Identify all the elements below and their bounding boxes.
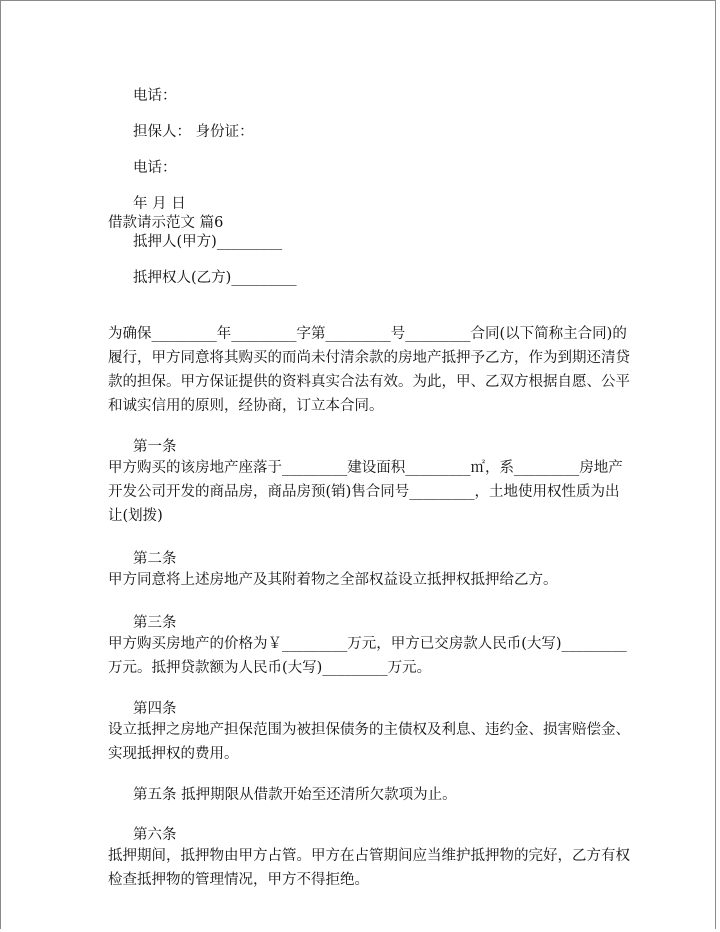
phone-label-2: 电话： (133, 160, 177, 176)
intro-line-3: 款的担保。甲方保证提供的资料真实合法有效。为此，甲、乙双方根据自愿、公平 (108, 374, 630, 390)
article-1-line-1: 甲方购买的该房地产座落于_________建设面积_________㎡，系_________房地产 (108, 460, 623, 476)
guarantor-line: 担保人： 身份证： (133, 124, 254, 140)
article-6-title: 第六条 (133, 827, 177, 843)
intro-line-1: 为确保_________年_________字第_________号_________合同(以下简称主合同)的 (108, 326, 627, 342)
article-4-line-1: 设立抵押之房地产担保范围为被担保债务的主债权及利息、违约金、损害赔偿金、 (108, 722, 630, 738)
article-6-line-2: 检查抵押物的管理情况，甲方不得拒绝。 (108, 872, 369, 888)
article-6-line-1: 抵押期间，抵押物由甲方占管。甲方在占管期间应当维护抵押物的完好，乙方有权 (108, 848, 630, 864)
article-1-line-2: 开发公司开发的商品房，商品房预(销)售合同号_________，土地使用权性质为出 (108, 484, 620, 500)
mortgagee-line: 抵押权人(乙方)_________ (133, 270, 297, 286)
article-3-line-1: 甲方购买房地产的价格为￥_________万元，甲方已交房款人民币(大写)_________ (108, 636, 627, 652)
date-line: 年 月 日 (133, 196, 186, 212)
intro-line-4: 和诚实信用的原则，经协商，订立本合同。 (108, 398, 384, 414)
section-heading: 借款请示范文 篇6 (108, 215, 224, 231)
article-3-title: 第三条 (133, 615, 177, 631)
article-4-line-2: 实现抵押权的费用。 (108, 746, 239, 762)
article-2-line-1: 甲方同意将上述房地产及其附着物之全部权益设立抵押权抵押给乙方。 (108, 572, 558, 588)
article-1-title: 第一条 (133, 439, 177, 455)
article-5-line: 第五条 抵押期限从借款开始至还清所欠款项为止。 (133, 787, 457, 803)
article-2-title: 第二条 (133, 551, 177, 567)
article-4-title: 第四条 (133, 701, 177, 717)
phone-label-1: 电话： (133, 88, 177, 104)
article-1-line-3: 让(划拨) (108, 508, 163, 524)
mortgagor-line: 抵押人(甲方)_________ (133, 234, 283, 250)
intro-line-2: 履行，甲方同意将其购买的而尚未付清余款的房地产抵押予乙方，作为到期还清贷 (108, 350, 630, 366)
article-3-line-2: 万元。抵押贷款额为人民币(大写)_________万元。 (108, 660, 432, 676)
